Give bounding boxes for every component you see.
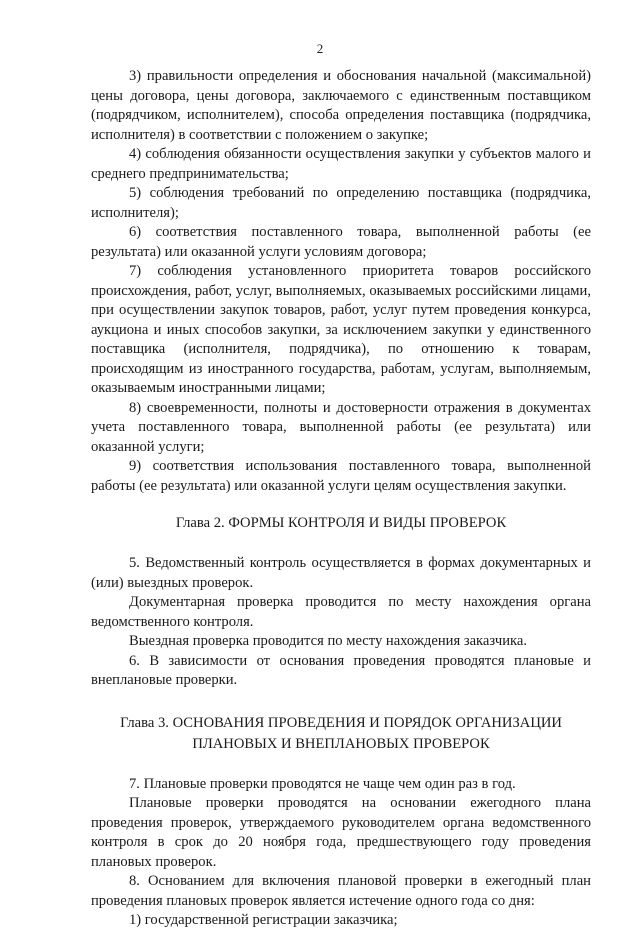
document-body — [91, 67, 591, 931]
paragraph: 7. Плановые проверки проводятся не чаще чем один раз в год. — [129, 775, 516, 792]
list-item: 4) соблюдения обязанности осуществления закупки у субъектов малого и среднего предпринимательства; — [91, 146, 591, 182]
list-item: 7) соблюдения установленного приоритета товаров российского происхождения, работ, услуг, выполняемых, оказываемых российскими лицами, при осуществлении закупок товаров, работ, услуг путем проведения конкурса, аукциона и иных способов закупки, за исключением закупки у единственного поставщика (исполнителя, подрядчика), по отношению к товарам, происходящим из иностранного государства, работам, услугам, выполняемым, оказываемым иностранными лицами; — [91, 263, 591, 396]
paragraph: 1) государственной регистрации заказчика; — [129, 912, 398, 928]
paragraph: 5. Ведомственный контроль осуществляется в формах документарных и (или) выездных проверок. — [91, 555, 591, 591]
paragraph: Плановые проверки проводятся на основании ежегодного плана проведения проверок, утверждаемого руководителем органа ведомственного контроля в срок до 20 ноября года, предшествующего году проведения плановых проверок. — [91, 795, 591, 870]
paragraph: Выездная проверка проводится по месту нахождения заказчика. — [129, 633, 528, 649]
paragraph: 6. В зависимости от основания проведения проводятся плановые и внеплановые проверки. — [91, 652, 591, 688]
list-item: 9) соответствия использования поставленного товара, выполненной работы (ее результата) или оказанной услуги целям осуществления закупки. — [91, 458, 591, 494]
chapter-3-heading-line-1: Глава 3. ОСНОВАНИЯ ПРОВЕДЕНИЯ И ПОРЯДОК ОРГАНИЗАЦИИ — [120, 714, 562, 731]
list-item: 3) правильности определения и обоснования начальной (максимальной) цены договора, цены договора, заключаемого с единственным поставщиком (подрядчиком, исполнителем), способа определения поставщика (подрядчика, исполнителя) в соответствии с положением о закупке; — [91, 68, 591, 143]
chapter-2-heading: Глава 2. ФОРМЫ КОНТРОЛЯ И ВИДЫ ПРОВЕРОК — [175, 515, 507, 531]
page-number: 2 — [316, 41, 324, 56]
list-item: 6) соответствия поставленного товара, выполненной работы (ее результата) или оказанной услуги условиям договора; — [91, 224, 591, 260]
paragraph: Документарная проверка проводится по месту нахождения органа ведомственного контроля. — [91, 594, 591, 630]
paragraph: 8. Основанием для включения плановой проверки в ежегодный план проведения плановых проверок является истечение одного года со дня: — [91, 873, 591, 909]
chapter-2 — [91, 513, 591, 691]
chapter-3 — [91, 713, 591, 931]
control-subjects-list — [91, 67, 591, 496]
chapter-3-heading — [91, 713, 591, 755]
list-item: 8) своевременности, полноты и достоверности отражения в документах учета поставленного товара, выполненной работы (ее результата) или оказанной услуги; — [91, 399, 591, 455]
list-item: 5) соблюдения требований по определению поставщика (подрядчика, исполнителя); — [91, 185, 591, 221]
chapter-3-heading-line-2: ПЛАНОВЫХ И ВНЕПЛАНОВЫХ ПРОВЕРОК — [192, 735, 490, 752]
